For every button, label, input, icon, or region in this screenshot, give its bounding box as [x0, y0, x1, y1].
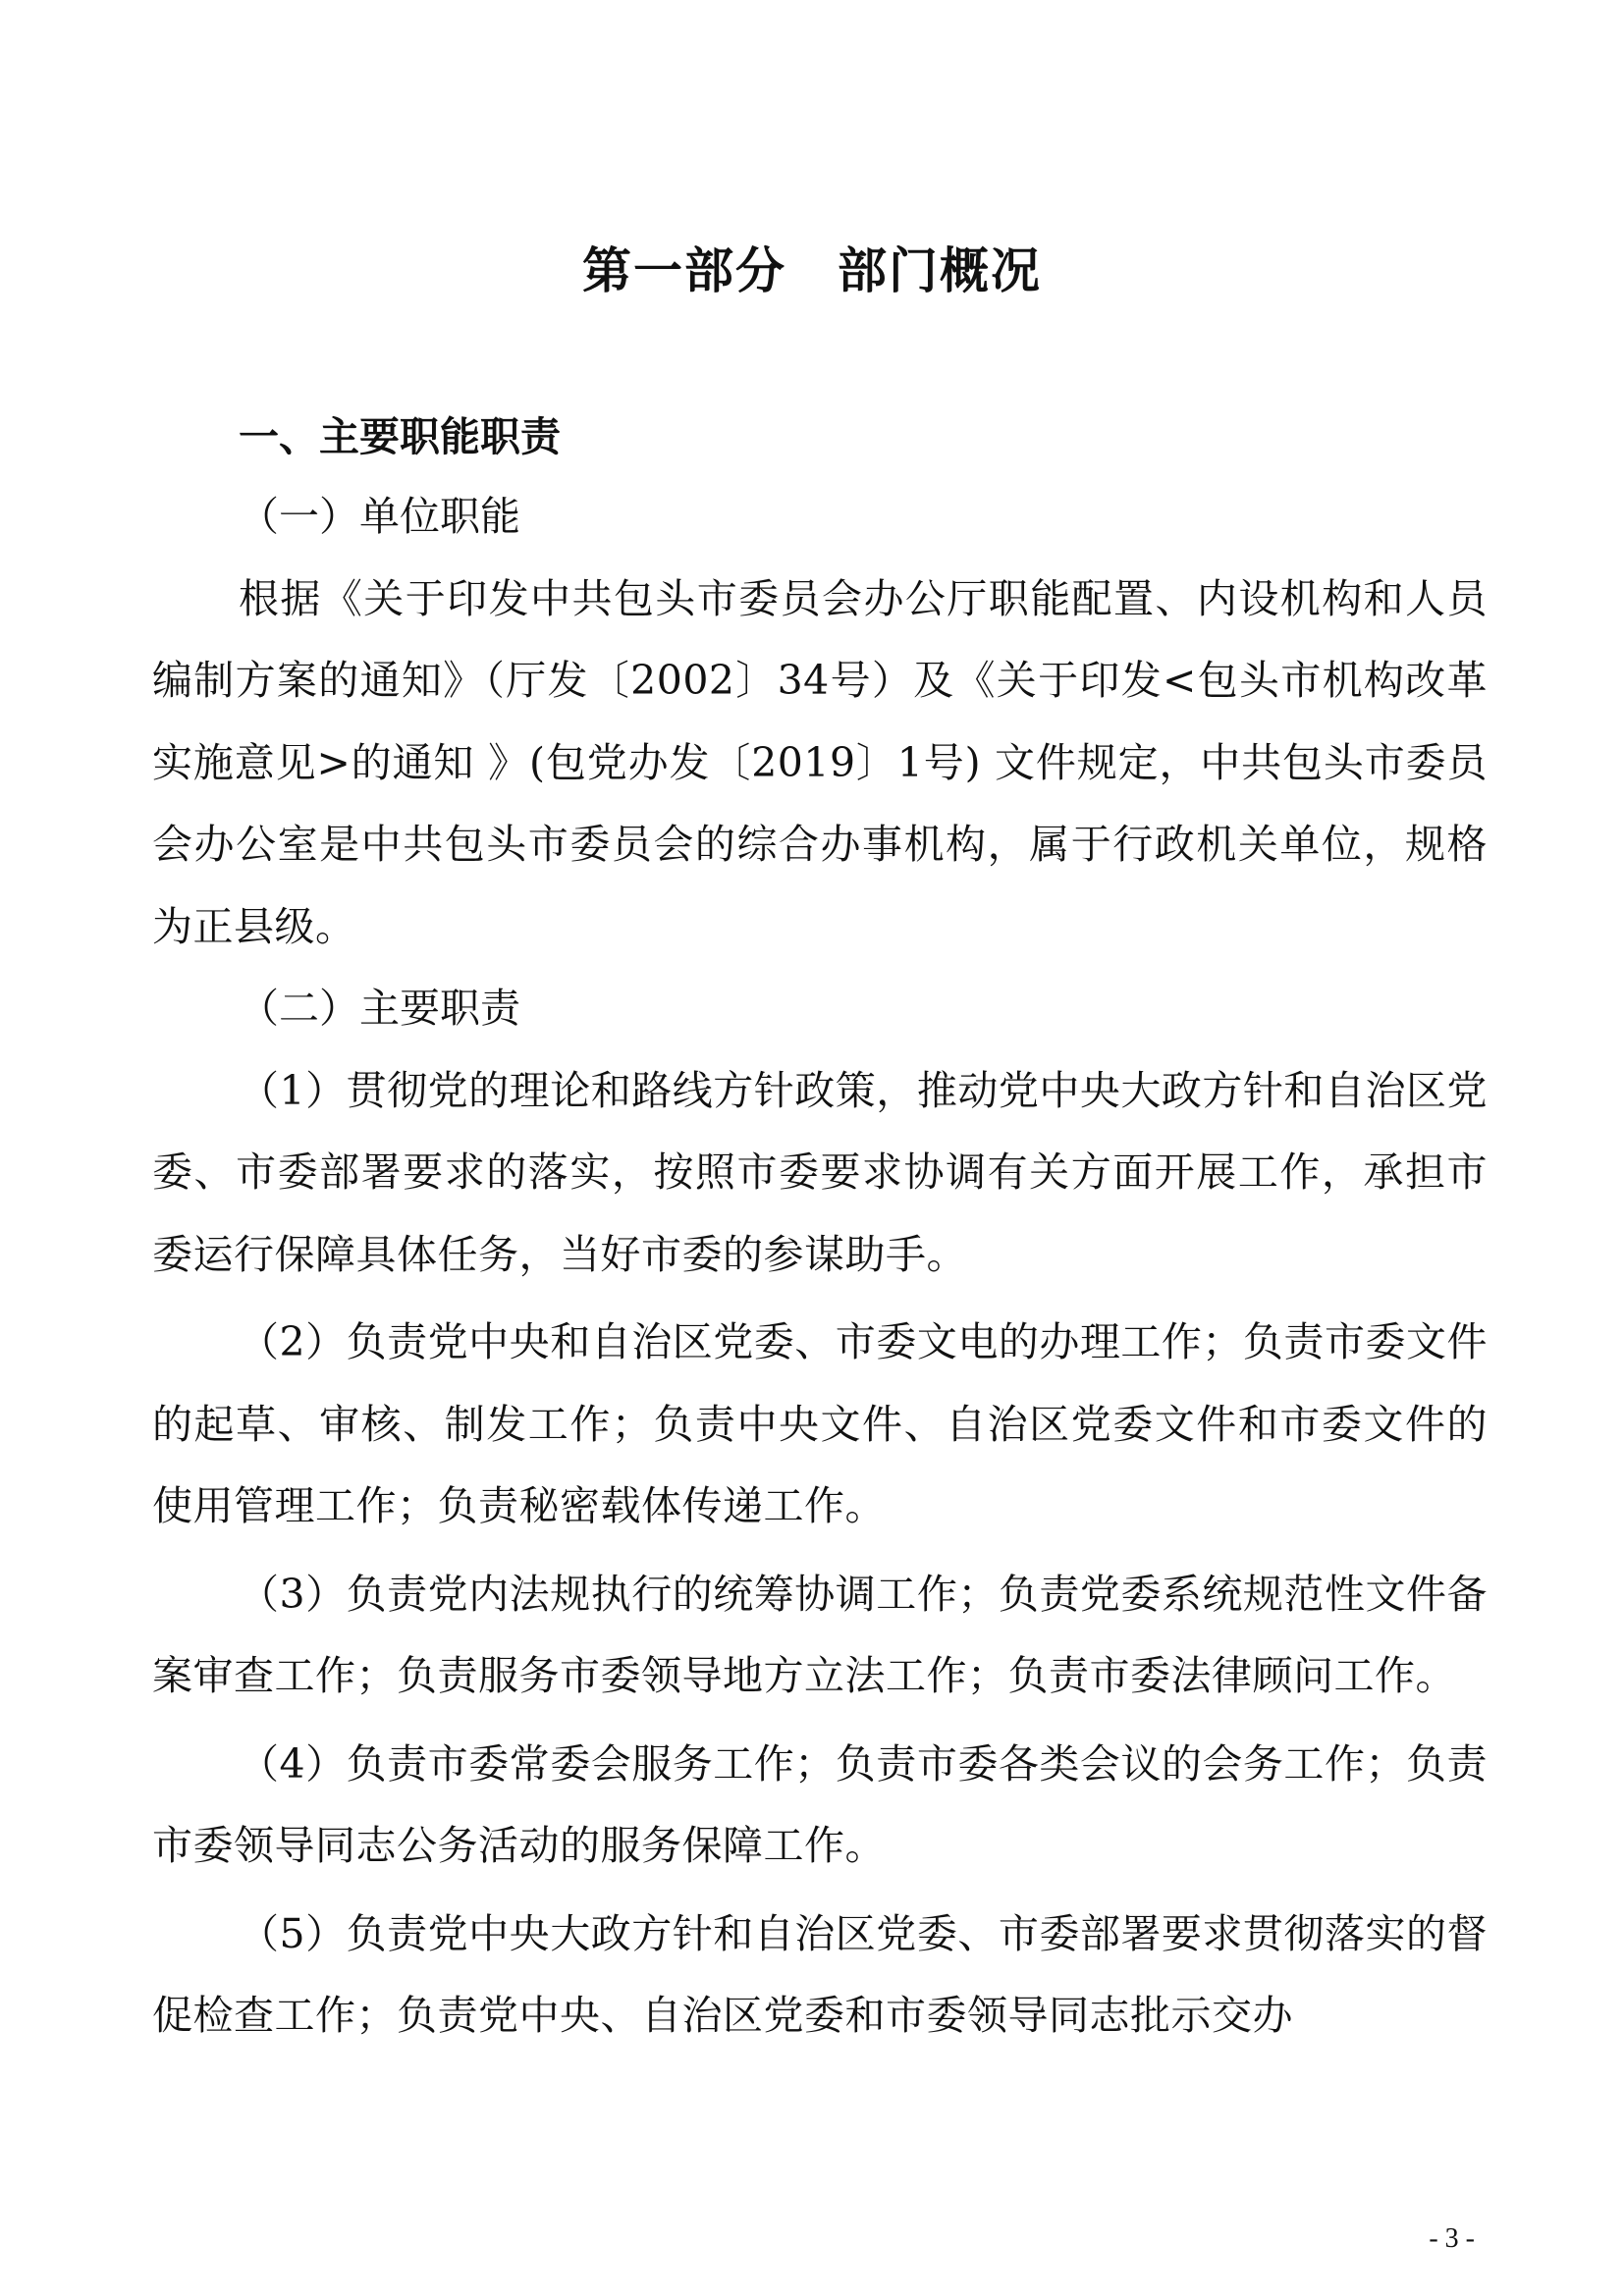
duty-paragraph: （4）负责市委常委会服务工作；负责市委各类会议的会务工作；负责市委领导同志公务活动的服务保障工作。 — [152, 1739, 1488, 1869]
duty-paragraph: （3）负责党内法规执行的统筹协调工作；负责党委系统规范性文件备案审查工作；负责服务市委领导地方立法工作；负责市委法律顾问工作。 — [152, 1570, 1488, 1699]
page-number: - 3 - — [1429, 2223, 1475, 2254]
section-heading: 一、主要职能职责 — [239, 413, 561, 460]
subsection-title-main-duties: （二）主要职责 — [239, 985, 520, 1032]
duty-paragraph: （2）负责党中央和自治区党委、市委文电的办理工作；负责市委文件的起草、审核、制发工作；负责中央文件、自治区党委文件和市委文件的使用管理工作；负责秘密载体传递工作。 — [152, 1318, 1488, 1529]
subsection-title-unit-function: （一）单位职能 — [239, 493, 520, 540]
part-title: 第一部分 部门概况 — [582, 242, 1042, 299]
duty-paragraph: （1）贯彻党的理论和路线方针政策，推动党中央大政方针和自治区党委、市委部署要求的落实，按照市委要求协调有关方面开展工作，承担市委运行保障具体任务，当好市委的参谋助手。 — [152, 1066, 1488, 1278]
duty-paragraph: （5）负责党中央大政方针和自治区党委、市委部署要求贯彻落实的督促检查工作；负责党中央、自治区党委和市委领导同志批示交办 — [152, 1909, 1488, 2039]
paragraph-unit-function: 根据《关于印发中共包头市委员会办公厅职能配置、内设机构和人员编制方案的通知》（厅发〔2002〕34号）及《关于印发<包头市机构改革实施意见>的通知 》(包党办发〔2019〕1号) 文件规定，中共包头市委员会办公室是中共包头市委员会的综合办事机构，属于行政机关单位，规格为正县级。 — [152, 574, 1488, 950]
document-body — [152, 398, 1488, 2057]
